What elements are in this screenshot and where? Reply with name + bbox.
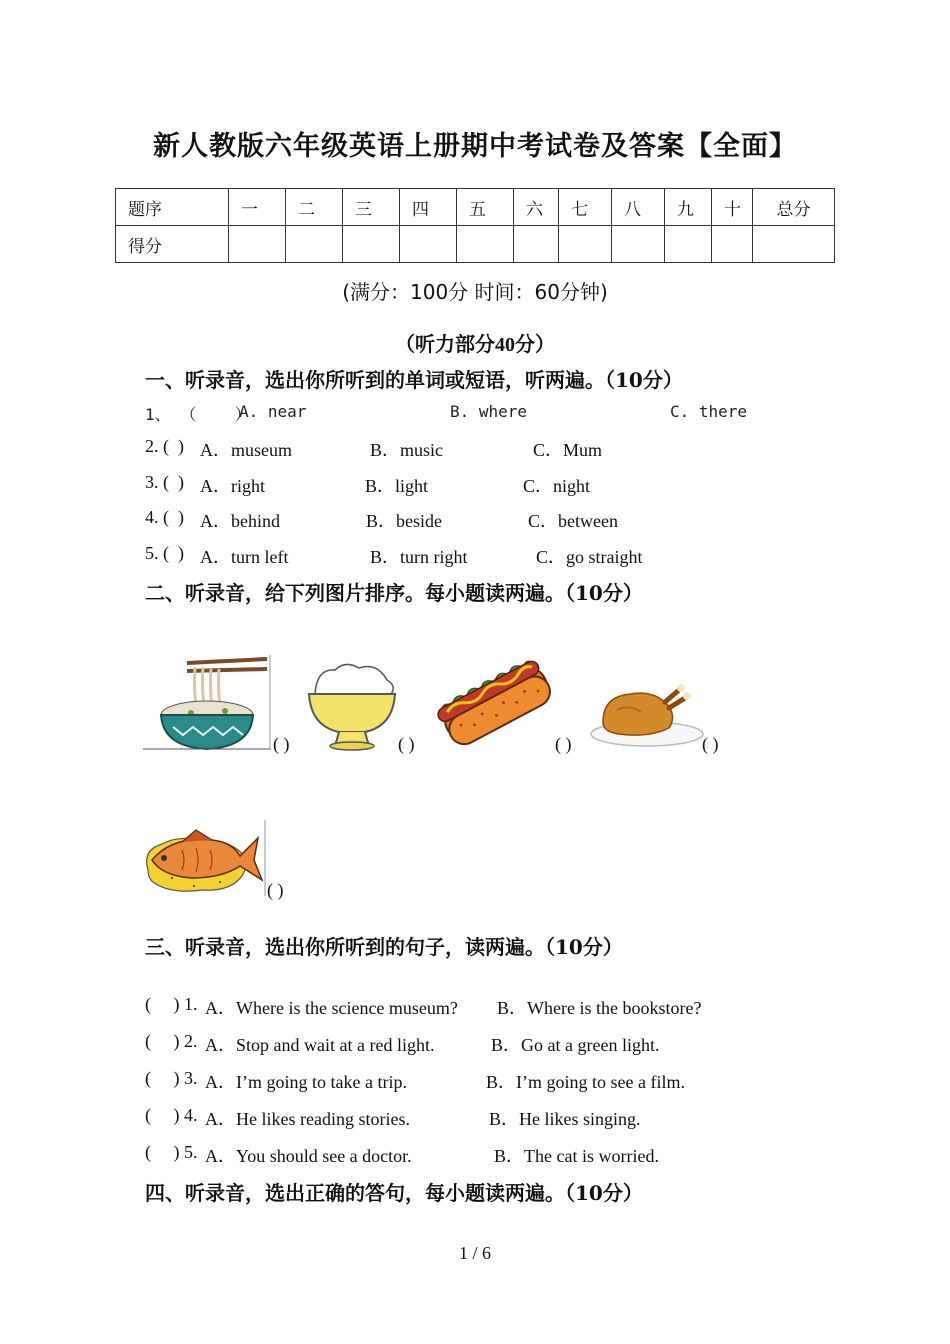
option-c[interactable]: C. there [670,402,748,421]
order-blank[interactable]: ( ) [267,880,284,900]
score-blank[interactable] [712,226,753,263]
question-number[interactable]: 3. ( ) [145,472,184,492]
option-a[interactable]: A．behind [200,511,280,531]
score-cell: 九 [665,189,712,226]
order-blank[interactable]: ( ) [702,734,719,754]
question-number[interactable]: ( ) 4. [145,1105,198,1125]
section-1-heading: 一、听录音，选出你所听到的单词或短语，听两遍。（10分） [145,368,683,392]
question-number[interactable]: ( ) 2. [145,1031,198,1051]
order-blank[interactable]: ( ) [555,734,572,754]
rice-bowl-icon [305,660,399,752]
section-3-heading: 三、听录音，选出你所听到的句子，读两遍。（10分） [145,935,623,959]
option-b[interactable]: B．beside [366,511,442,531]
option-b[interactable]: B. where [450,402,528,421]
option-a[interactable]: A. near [239,402,307,421]
question-number[interactable]: ( ) 5. [145,1142,198,1162]
roast-chicken-icon [589,682,705,750]
option-b[interactable]: B．Where is the bookstore? [497,998,702,1018]
option-a[interactable]: A．You should see a doctor. [205,1146,412,1166]
score-cell: 八 [612,189,665,226]
option-a[interactable]: A．museum [200,440,292,460]
option-c[interactable]: C．night [523,476,591,496]
score-cell: 十 [712,189,753,226]
exam-meta: (满分：100分 时间：60分钟) [342,280,608,304]
score-cell: 三 [343,189,400,226]
score-cell: 二 [286,189,343,226]
option-b[interactable]: B．The cat is worried. [494,1146,659,1166]
option-c[interactable]: C．go straight [536,547,643,567]
score-label: 得分 [116,226,229,263]
score-cell: 一 [229,189,286,226]
score-cell: 题序 [116,189,229,226]
question-number[interactable]: 5. ( ) [145,543,184,563]
option-b[interactable]: B．He likes singing. [489,1109,641,1129]
option-b[interactable]: B．music [370,440,444,460]
question-number[interactable]: ( ) 3. [145,1068,198,1088]
option-c[interactable]: C．between [528,511,618,531]
question-number[interactable]: ( ) 1. [145,994,198,1014]
option-b[interactable]: B．I’m going to see a film. [486,1072,685,1092]
option-a[interactable]: A．right [200,476,265,496]
question-number[interactable]: 2. ( ) [145,436,184,456]
option-a[interactable]: A．Stop and wait at a red light. [205,1035,435,1055]
option-b[interactable]: B．Go at a green light. [491,1035,660,1055]
hot-dog-icon [434,647,554,751]
question-number[interactable]: 4. ( ) [145,507,184,527]
score-table-score-row [116,226,835,263]
score-cell: 四 [400,189,457,226]
option-b[interactable]: B．light [365,476,429,496]
score-blank[interactable] [457,226,514,263]
option-b[interactable]: B．turn right [370,547,468,567]
score-cell: 六 [514,189,559,226]
noodles-icon [143,655,271,751]
section-2-heading: 二、听录音，给下列图片排序。每小题读两遍。（10分） [145,581,643,605]
order-blank[interactable]: ( ) [398,734,415,754]
fish-icon [142,820,266,896]
score-blank[interactable] [612,226,665,263]
option-a[interactable]: A．turn left [200,547,289,567]
order-blank[interactable]: ( ) [273,734,290,754]
page-number: 1 / 6 [458,1243,491,1263]
score-blank[interactable] [665,226,712,263]
score-blank[interactable] [514,226,559,263]
score-blank[interactable] [753,226,835,263]
score-blank[interactable] [400,226,457,263]
section-4-heading: 四、听录音，选出正确的答句，每小题读两遍。（10分） [145,1181,643,1205]
score-cell: 总分 [753,189,835,226]
option-a[interactable]: A．Where is the science museum? [205,998,458,1018]
listening-part-heading: （听力部分40分） [395,334,555,356]
score-blank[interactable] [229,226,286,263]
option-c[interactable]: C．Mum [533,440,603,460]
score-blank[interactable] [559,226,612,263]
score-cell: 五 [457,189,514,226]
question-number[interactable]: 1、 （ ） [145,405,251,424]
score-blank[interactable] [343,226,400,263]
page-title: 新人教版六年级英语上册期中考试卷及答案【全面】 [153,131,797,162]
score-cell: 七 [559,189,612,226]
score-table-header-row [116,189,835,226]
option-a[interactable]: A．He likes reading stories. [205,1109,410,1129]
option-a[interactable]: A．I’m going to take a trip. [205,1072,407,1092]
score-blank[interactable] [286,226,343,263]
score-table [115,188,835,263]
